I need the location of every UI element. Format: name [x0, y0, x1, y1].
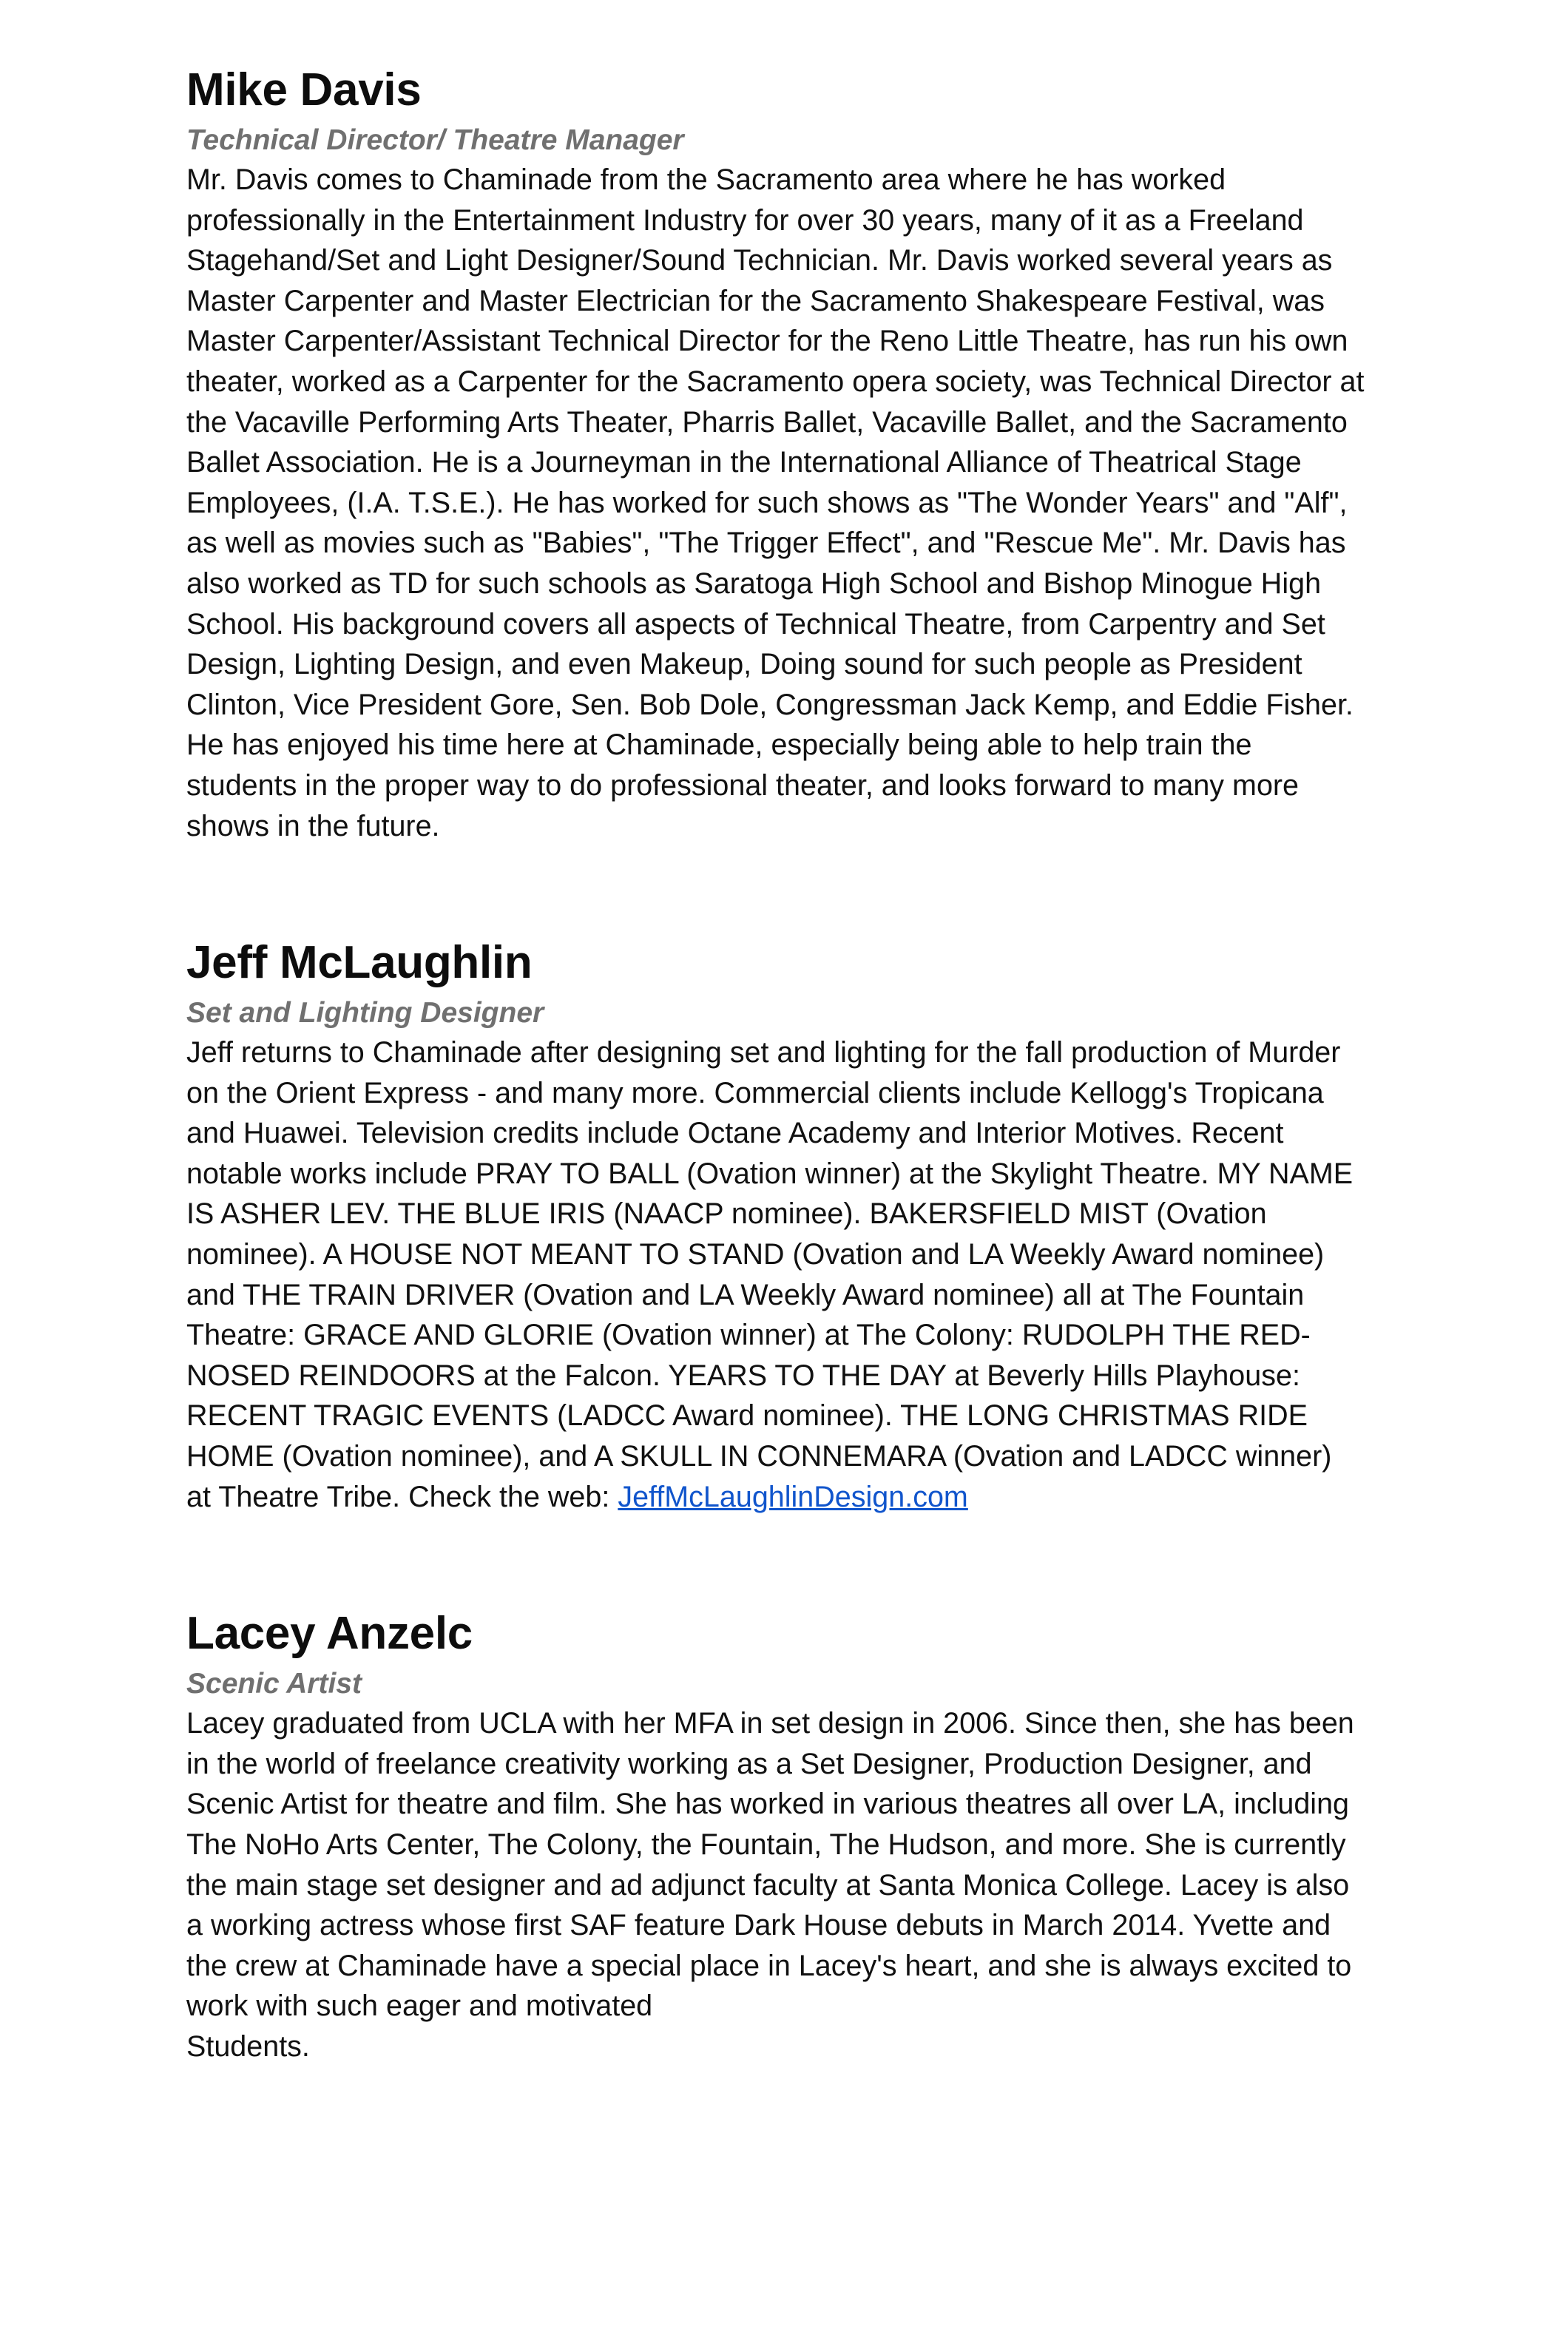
- bio-name: Mike Davis: [186, 64, 422, 115]
- bio-text: Lacey graduated from UCLA with her MFA in set design in 2006. Since then, she has been in the world of freelance creativity working as a Set Designer, Production Designer, and Scenic Artist for theatre and film. She has worked in various theatres all over LA, including The NoHo Arts Center, The Colony, the Fountain, The Hudson, and more. She is currently the main stage set designer and ad adjunct faculty at Santa Monica College. Lacey is also a working actress whose first SAF feature Dark House debuts in March 2014. Yvette and the crew at Chaminade have a special place in Lacey's heart, and she is always excited to work with such eager and motivated Students.: [186, 1707, 1354, 2063]
- bio-lacey-anzelc: [186, 1603, 1429, 2066]
- bio-name: Lacey Anzelc: [186, 1608, 473, 1660]
- bio-name: Jeff McLaughlin: [186, 937, 533, 989]
- bio-role: Set and Lighting Designer: [186, 997, 544, 1030]
- bio-jeff-mclaughlin: [186, 932, 1429, 1517]
- bio-role: Scenic Artist: [186, 1668, 362, 1700]
- bio-text: Mr. Davis comes to Chaminade from the Sacramento area where he has worked professionally in the Entertainment Industry for over 30 years, many of it as a Freeland Stagehand/Set and Light Designer/Sound Technician. Mr. Davis worked several years as Master Carpenter and Master Electrician for the Sacramento Shakespeare Festival, was Master Carpenter/Assistant Technical Director for the Reno Little Theatre, has run his own theater, worked as a Carpenter for the Sacramento opera society, was Technical Director at the Vacaville Performing Arts Theater, Pharris Ballet, Vacaville Ballet, and the Sacramento Ballet Association. He is a Journeyman in the International Alliance of Theatrical Stage Employees, (I.A. T.S.E.). He has worked for such shows as "The Wonder Years" and "Alf", as well as movies such as "Babies", "The Trigger Effect", and "Rescue Me". Mr. Davis has also worked as TD for such schools as Saratoga High School and Bishop Minogue High School. His background covers all aspects of Technical Theatre, from Carpentry and Set Design, Lighting Design, and even Makeup, Doing sound for such people as President Clinton, Vice President Gore, Sen. Bob Dole, Congressman Jack Kemp, and Eddie Fisher. He has enjoyed his time here at Chaminade, especially being able to help train the students in the proper way to do professional theater, and looks forward to many more shows in the future.: [186, 163, 1365, 842]
- document-page: [186, 59, 1429, 2067]
- bio-mike-davis: [186, 59, 1429, 846]
- bio-text: Jeff returns to Chaminade after designing set and lighting for the fall production of Murder on the Orient Express - and many more. Commercial clients include Kellogg's Tropicana and Huawei. Television credits include Octane Academy and Interior Motives. Recent notable works include PRAY TO BALL (Ovation winner) at the Skylight Theatre. MY NAME IS ASHER LEV. THE BLUE IRIS (NAACP nominee). BAKERSFIELD MIST (Ovation nominee). A HOUSE NOT MEANT TO STAND (Ovation and LA Weekly Award nominee) and THE TRAIN DRIVER (Ovation and LA Weekly Award nominee) all at The Fountain Theatre: GRACE AND GLORIE (Ovation winner) at The Colony: RUDOLPH THE RED- NOSED REINDOORS at the Falcon. YEARS TO THE DAY at Beverly Hills Playhouse: RECENT TRAGIC EVENTS (LADCC Award nominee). THE LONG CHRISTMAS RIDE HOME (Ovation nominee), and A SKULL IN CONNEMARA (Ovation and LADCC winner) at Theatre Tribe. Check the web:: [186, 1036, 1354, 1513]
- bio-role: Technical Director/ Theatre Manager: [186, 124, 684, 156]
- website-link[interactable]: JeffMcLaughlinDesign.com: [618, 1480, 968, 1513]
- bio-text-container: [186, 1032, 1429, 1517]
